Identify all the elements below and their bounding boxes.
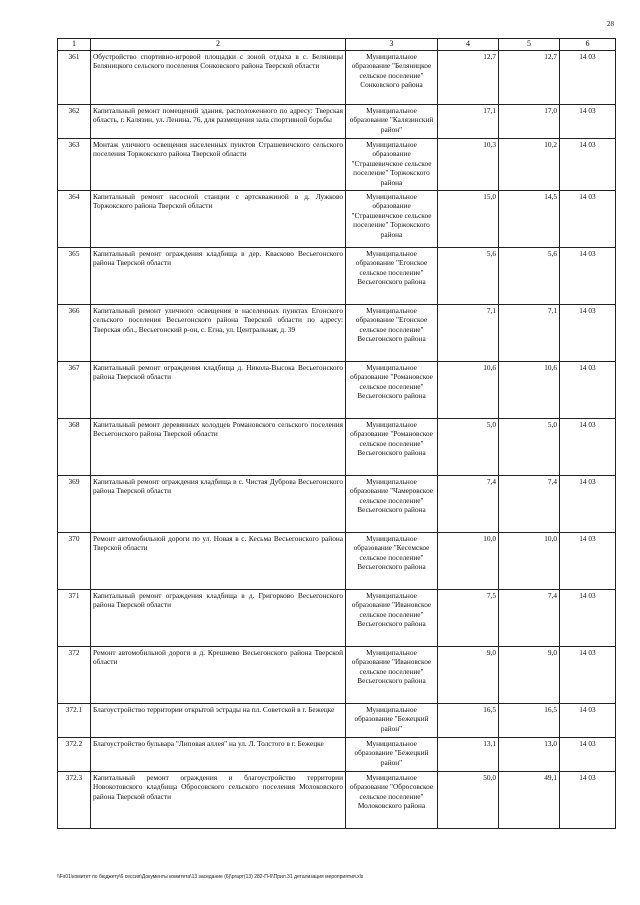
row-number: 369 — [58, 476, 91, 533]
measure-description: Капитальный ремонт деревянных колодцев Романовского сельского поселения Весьегонского района Тверской области — [91, 419, 346, 476]
budget-code: 14 03 — [560, 51, 616, 105]
budget-code: 14 03 — [560, 419, 616, 476]
measure-description: Ремонт автомобильной дороги в д. Крешнево Весьегонского района Тверской области — [91, 647, 346, 704]
page-number: 28 — [607, 20, 614, 28]
amount-col-5: 5,0 — [499, 419, 560, 476]
amount-col-4: 12,7 — [438, 51, 499, 105]
budget-code: 14 03 — [560, 248, 616, 305]
amount-col-4: 9,0 — [438, 647, 499, 704]
budget-code: 14 03 — [560, 738, 616, 772]
municipality: Муниципальное образование "Романовское сельское поселение" Весьегонского района — [346, 419, 438, 476]
table-row — [58, 51, 616, 105]
municipality: Муниципальное образование "Страшевичское сельское поселение" Торжокского района — [346, 191, 438, 248]
table-row — [58, 533, 616, 590]
row-number: 370 — [58, 533, 91, 590]
table-row — [58, 704, 616, 738]
amount-col-5: 10,6 — [499, 362, 560, 419]
municipality: Муниципальное образование "Егонское сельское поселение" Весьегонского района — [346, 305, 438, 362]
table-row — [58, 738, 616, 772]
row-number: 363 — [58, 139, 91, 191]
row-number: 366 — [58, 305, 91, 362]
header-col-3: 3 — [346, 39, 438, 51]
amount-col-5: 7,1 — [499, 305, 560, 362]
municipality: Муниципальное образование "Кесемское сельское поселение" Весьегонского района — [346, 533, 438, 590]
amount-col-4: 7,4 — [438, 476, 499, 533]
measure-description: Капитальный ремонт ограждения кладбища в д. Григорково Весьегонского района Тверской области — [91, 590, 346, 647]
amount-col-4: 10,6 — [438, 362, 499, 419]
row-number: 364 — [58, 191, 91, 248]
header-col-5: 5 — [499, 39, 560, 51]
budget-code: 14 03 — [560, 362, 616, 419]
row-number: 372.1 — [58, 704, 91, 738]
table-row — [58, 248, 616, 305]
measure-description: Капитальный ремонт уличного освещения в населенных пунктах Егонского сельского поселения Весьегонского района Тверской области по адресу: Тверская обл., Весьегонский р-он, с. Егна, ул. Центральная, д. 39 — [91, 305, 346, 362]
measure-description: Монтаж уличного освещения населенных пунктов Страшевичского сельского поселения Торжокского района Тверской области — [91, 139, 346, 191]
table-row — [58, 305, 616, 362]
amount-col-5: 49,1 — [499, 772, 560, 829]
row-number: 362 — [58, 105, 91, 139]
amount-col-4: 5,6 — [438, 248, 499, 305]
municipality: Муниципальное образование "Егонское сельское поселение" Весьегонского района — [346, 248, 438, 305]
row-number: 372.3 — [58, 772, 91, 829]
amount-col-5: 16,5 — [499, 704, 560, 738]
budget-code: 14 03 — [560, 704, 616, 738]
file-path-footer: \\Fs01\комитет по бюджету\6 сессия\Документы комитета\13 заседание (6)\ргарт(13) 282-П-6\Прил.31 детализация мероприятия.xls — [57, 874, 364, 880]
table-row — [58, 647, 616, 704]
amount-col-4: 17,1 — [438, 105, 499, 139]
measure-description: Благоустройство бульвара "Липовая аллея" на ул. Л. Толстого в г. Бежецке — [91, 738, 346, 772]
municipality: Муниципальное образование "Бежецкий район" — [346, 704, 438, 738]
amount-col-4: 10,0 — [438, 533, 499, 590]
amount-col-5: 7,4 — [499, 476, 560, 533]
municipality: Муниципальное образование "Романовское сельское поселение" Весьегонского района — [346, 362, 438, 419]
measure-description: Капитальный ремонт ограждения кладбища в с. Чистая Дуброва Весьегонского района Тверской области — [91, 476, 346, 533]
table-row — [58, 476, 616, 533]
amount-col-4: 50,0 — [438, 772, 499, 829]
budget-code: 14 03 — [560, 647, 616, 704]
row-number: 372 — [58, 647, 91, 704]
row-number: 361 — [58, 51, 91, 105]
measure-description: Обустройство спортивно-игровой площадки с зоной отдыха в с. Беляницы Беляницкого сельского поселения Сонковского района Тверской области — [91, 51, 346, 105]
measures-table — [57, 38, 616, 829]
amount-col-5: 7,4 — [499, 590, 560, 647]
row-number: 372.2 — [58, 738, 91, 772]
header-col-6: 6 — [560, 39, 616, 51]
amount-col-5: 10,0 — [499, 533, 560, 590]
table-row — [58, 105, 616, 139]
municipality: Муниципальное образование "Калязинский район" — [346, 105, 438, 139]
amount-col-4: 10,3 — [438, 139, 499, 191]
measure-description: Капитальный ремонт ограждения кладбища д. Никола-Высока Весьегонского района Тверской области — [91, 362, 346, 419]
budget-code: 14 03 — [560, 533, 616, 590]
table-row — [58, 772, 616, 829]
budget-code: 14 03 — [560, 139, 616, 191]
measure-description: Ремонт автомобильной дороги по ул. Новая в с. Кесьма Весьегонского района Тверской области — [91, 533, 346, 590]
amount-col-4: 7,1 — [438, 305, 499, 362]
amount-col-4: 5,0 — [438, 419, 499, 476]
budget-code: 14 03 — [560, 590, 616, 647]
amount-col-5: 10,2 — [499, 139, 560, 191]
row-number: 367 — [58, 362, 91, 419]
municipality: Муниципальное образование "Ивановское сельское поселение" Весьегонского района — [346, 647, 438, 704]
budget-code: 14 03 — [560, 191, 616, 248]
amount-col-5: 12,7 — [499, 51, 560, 105]
row-number: 365 — [58, 248, 91, 305]
municipality: Муниципальное образование "Чамеровское сельское поселение" Весьегонского района — [346, 476, 438, 533]
budget-code: 14 03 — [560, 476, 616, 533]
header-col-1: 1 — [58, 39, 91, 51]
amount-col-5: 9,0 — [499, 647, 560, 704]
table-row — [58, 191, 616, 248]
budget-code: 14 03 — [560, 772, 616, 829]
table-row — [58, 590, 616, 647]
header-col-4: 4 — [438, 39, 499, 51]
table-row — [58, 139, 616, 191]
municipality: Муниципальное образование "Обросовское сельское поселение" Молоковского района — [346, 772, 438, 829]
municipality: Муниципальное образование "Бежецкий район" — [346, 738, 438, 772]
measure-description: Капитальный ремонт ограждения и благоустройство территории Новокотовского кладбища Обросовского сельского поселения Молоковского района Тверской области — [91, 772, 346, 829]
table-header-row — [58, 39, 616, 51]
measure-description: Капитальный ремонт помещений здания, расположенного по адресу: Тверская область, г. Калязин, ул. Ленина, 76, для размещения зала спортивной борьбы — [91, 105, 346, 139]
measure-description: Капитальный ремонт насосной станции с артскважиной в д. Лужково Торжокского района Тверской области — [91, 191, 346, 248]
municipality: Муниципальное образование "Беляницкое сельское поселение" Сонковского района — [346, 51, 438, 105]
amount-col-5: 14,5 — [499, 191, 560, 248]
amount-col-4: 15,0 — [438, 191, 499, 248]
municipality: Муниципальное образование "Ивановское сельское поселение" Весьегонского района — [346, 590, 438, 647]
measure-description: Благоустройство территории открытой эстрады на пл. Советской в г. Бежецке — [91, 704, 346, 738]
row-number: 371 — [58, 590, 91, 647]
table-row — [58, 419, 616, 476]
amount-col-4: 13,1 — [438, 738, 499, 772]
table-row — [58, 362, 616, 419]
municipality: Муниципальное образование "Страшевичское сельское поселение" Торжокского района — [346, 139, 438, 191]
amount-col-5: 5,6 — [499, 248, 560, 305]
header-col-2: 2 — [91, 39, 346, 51]
budget-code: 14 03 — [560, 105, 616, 139]
amount-col-5: 13,0 — [499, 738, 560, 772]
amount-col-4: 7,5 — [438, 590, 499, 647]
amount-col-4: 16,5 — [438, 704, 499, 738]
budget-code: 14 03 — [560, 305, 616, 362]
measure-description: Капитальный ремонт ограждения кладбища в дер. Квасково Весьегонского района Тверской области — [91, 248, 346, 305]
row-number: 368 — [58, 419, 91, 476]
amount-col-5: 17,0 — [499, 105, 560, 139]
